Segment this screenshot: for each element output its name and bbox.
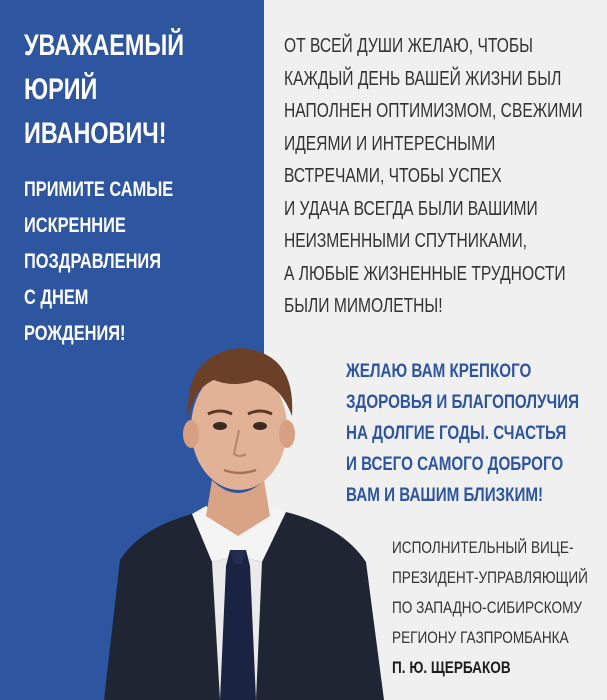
wish-line: И УДАЧА ВСЕГДА БЫЛИ ВАШИМИ — [284, 197, 538, 220]
signature-block — [392, 533, 607, 683]
greeting-sub-line: ПРИМИТЕ САМЫЕ — [24, 178, 174, 201]
greeting-line: ИВАНОВИЧ! — [24, 117, 167, 150]
wish-line: ВСТРЕЧАМИ, ЧТОБЫ УСПЕХ — [284, 165, 502, 187]
health-line: ВАМ И ВАШИМ БЛИЗКИМ! — [346, 485, 544, 506]
wish-line: НЕИЗМЕННЫМИ СПУТНИКАМИ, — [284, 230, 528, 252]
wish-line: ОТ ВСЕЙ ДУШИ ЖЕЛАЮ, ЧТОБЫ — [284, 35, 533, 57]
wish-line: НАПОЛНЕН ОПТИМИЗМОМ, СВЕЖИМИ — [284, 100, 583, 122]
wish-line: КАЖДЫЙ ДЕНЬ ВАШЕЙ ЖИЗНИ БЫЛ — [284, 67, 562, 90]
signature-name: П. Ю. ЩЕРБАКОВ — [392, 658, 511, 677]
health-wishes — [346, 356, 607, 511]
signature-title-line: ПО ЗАПАДНО-СИБИРСКОМУ — [392, 598, 583, 617]
signature-title-line: ИСПОЛНИТЕЛЬНЫЙ ВИЦЕ- — [392, 538, 574, 557]
signature-title-line: ПРЕЗИДЕНТ-УПРАВЛЯЮЩИЙ — [392, 568, 588, 587]
greeting-sub-line: ИСКРЕННИЕ — [24, 214, 126, 237]
greeting-line: УВАЖАЕМЫЙ — [24, 29, 185, 62]
health-line: ЖЕЛАЮ ВАМ КРЕПКОГО — [346, 361, 532, 382]
signature-title-line: РЕГИОНУ ГАЗПРОМБАНКА — [392, 628, 569, 647]
health-line: НА ДОЛГИЕ ГОДЫ. СЧАСТЬЯ — [346, 423, 567, 444]
greeting-sub-line: С ДНЕМ — [24, 286, 89, 309]
greeting-subheading — [24, 172, 215, 352]
wishes-paragraph — [284, 30, 607, 323]
wish-line: А ЛЮБЫЕ ЖИЗНЕННЫЕ ТРУДНОСТИ — [284, 262, 566, 285]
greeting-sub-line: РОЖДЕНИЯ! — [24, 322, 126, 345]
health-line: ЗДОРОВЬЯ И БЛАГОПОЛУЧИЯ — [346, 392, 580, 413]
greeting-heading — [24, 24, 229, 156]
health-line: И ВСЕГО САМОГО ДОБРОГО — [346, 454, 564, 475]
wish-line: БЫЛИ МИМОЛЕТНЫ! — [284, 295, 443, 317]
wish-line: ИДЕЯМИ И ИНТЕРЕСНЫМИ — [284, 132, 496, 155]
greeting-sub-line: ПОЗДРАВЛЕНИЯ — [24, 250, 161, 273]
greeting-line: ЮРИЙ — [24, 73, 98, 106]
